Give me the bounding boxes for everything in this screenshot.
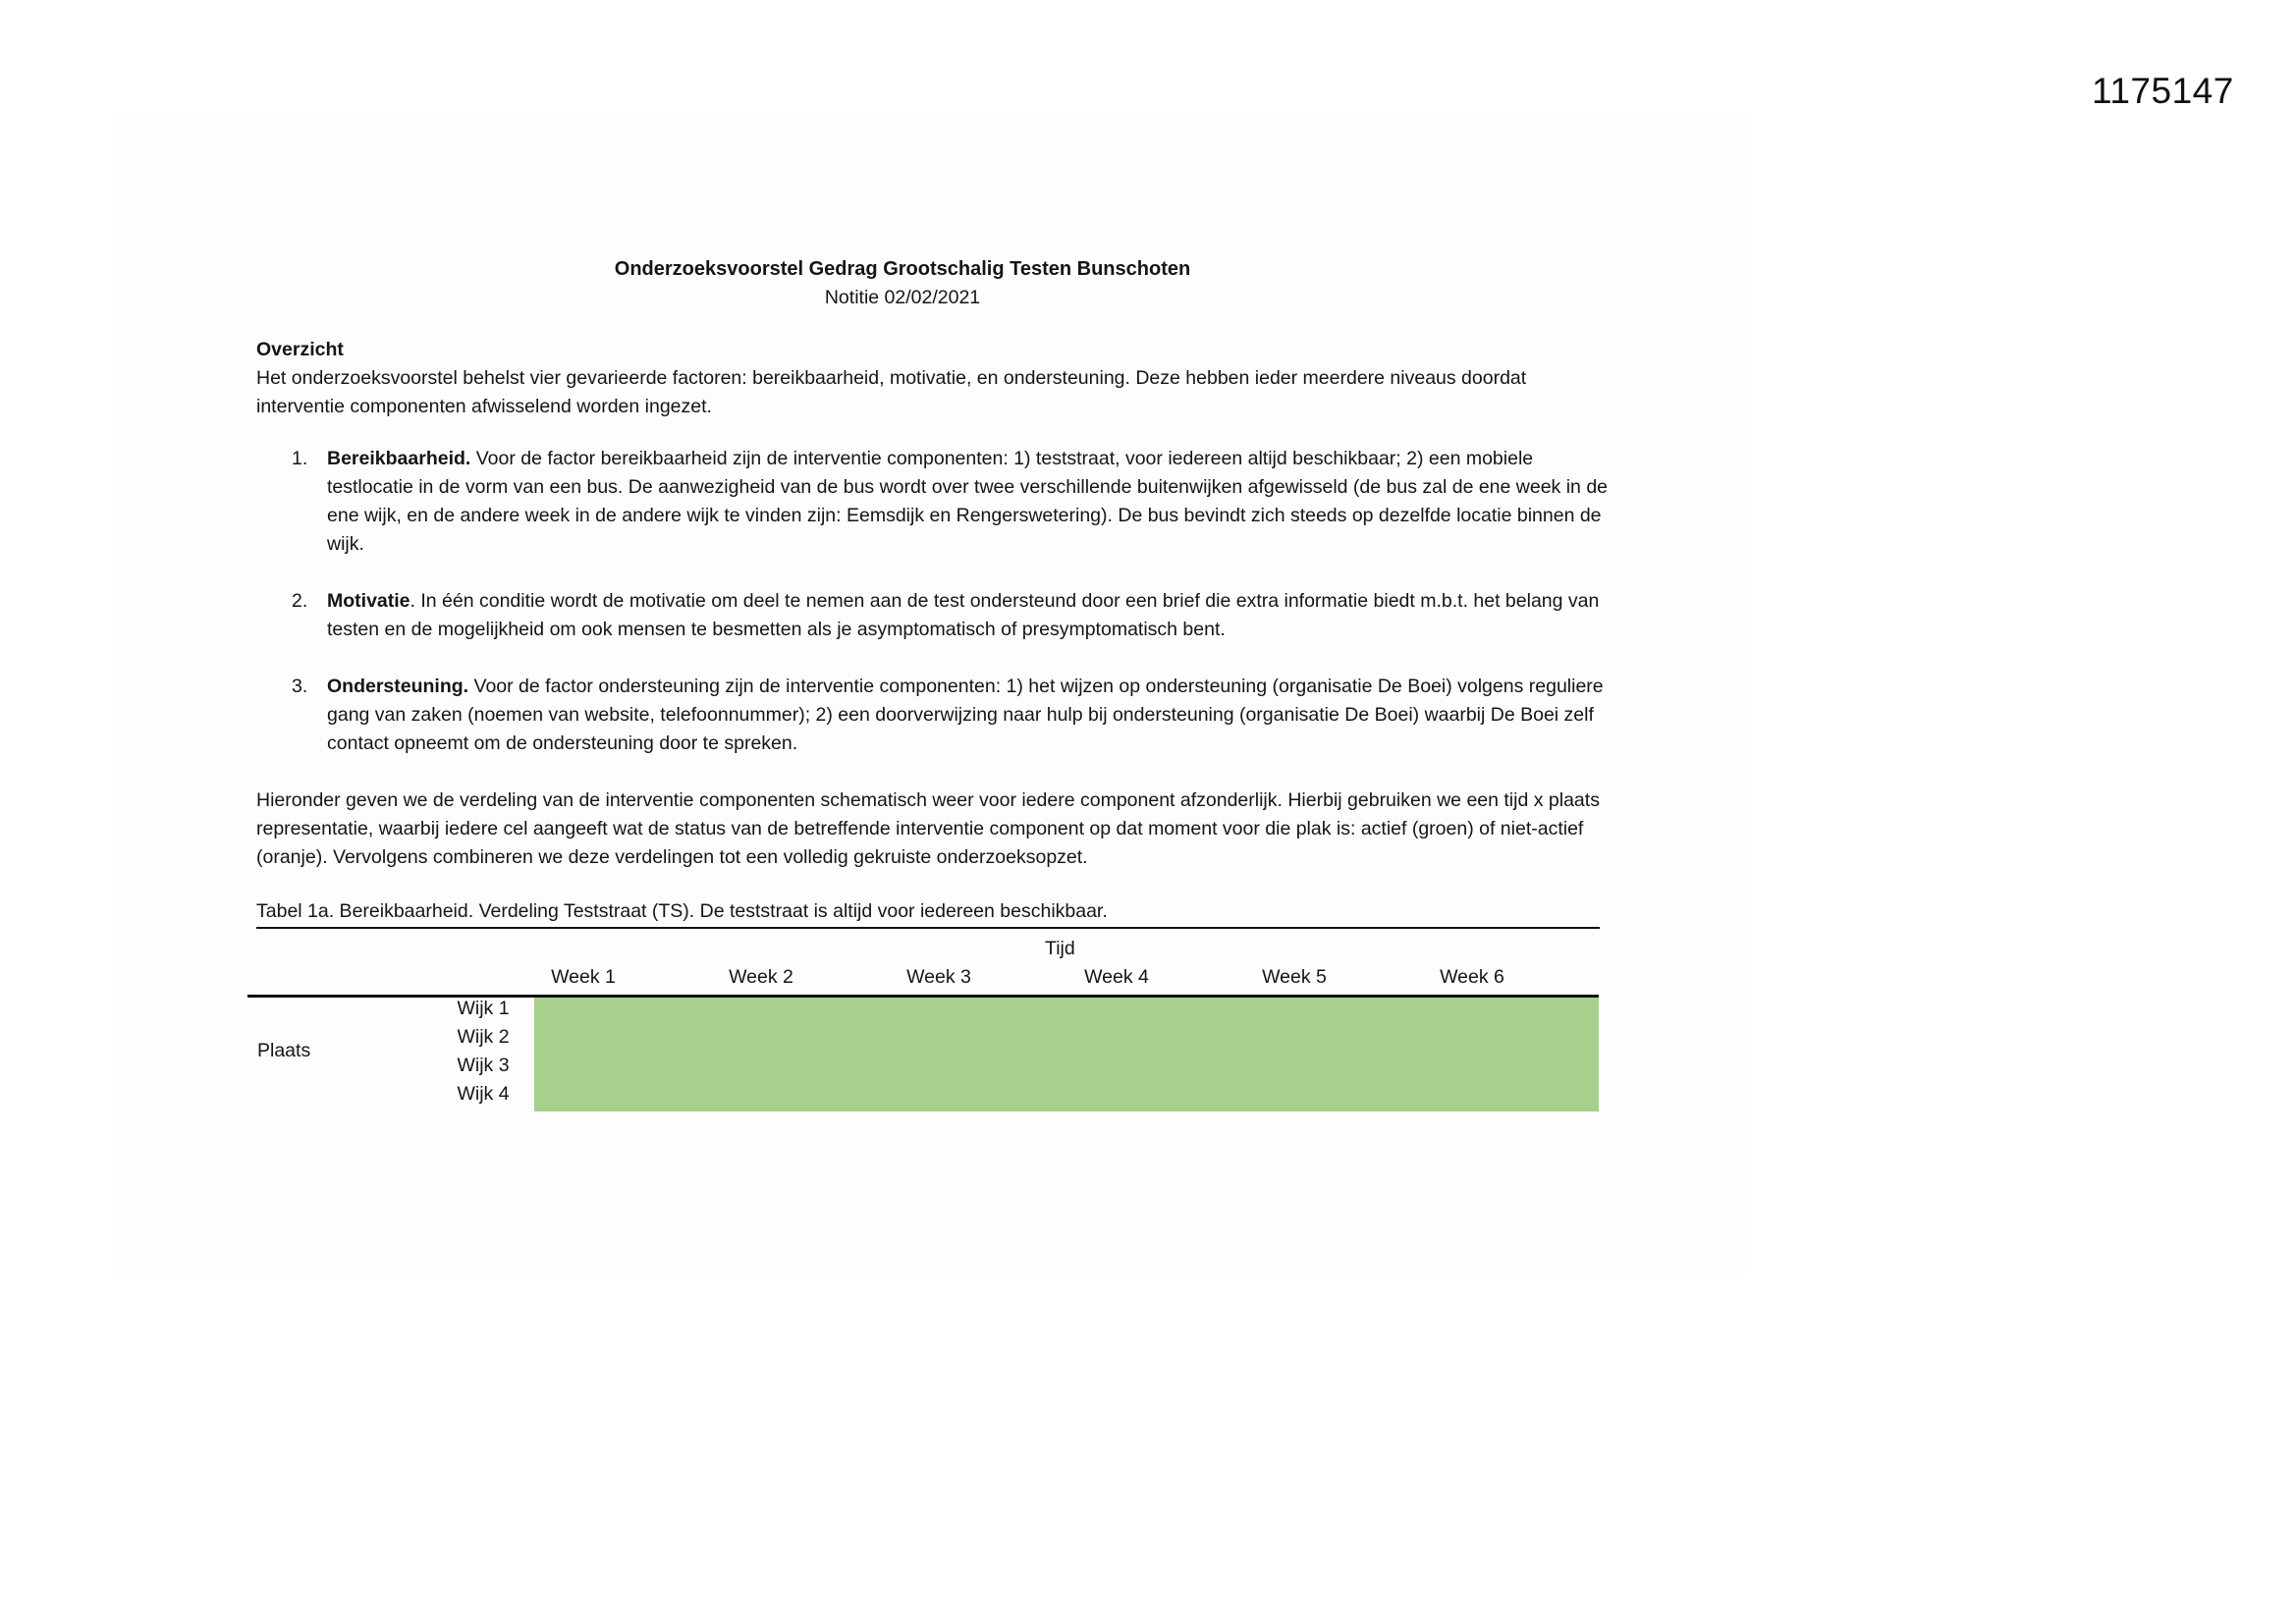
row-header: Wijk 4 — [457, 1083, 510, 1105]
factor-number: 2. — [292, 590, 308, 612]
factor-name: Bereikbaarheid. — [327, 448, 471, 469]
explanation-paragraph: Hieronder geven we de verdeling van de interventie componenten schematisch weer voor iedere component afzonderlijk. Hierbij gebruiken we een tijd x plaats representatie, waarbij iedere cel aangeeft wat de status van de betreffende interventie component op dat moment voor die plak is: actief (groen) of niet-actief (oranje). Vervolgens combineren we deze verdelingen tot een volledig gekruiste onderzoeksopzet. — [256, 789, 1600, 868]
document-body — [256, 255, 1612, 929]
row-header: Wijk 1 — [457, 998, 510, 1019]
table-body — [247, 998, 1599, 1111]
row-header: Wijk 2 — [457, 1026, 510, 1048]
column-header: Week 3 — [906, 966, 971, 988]
factor-text: Voor de factor ondersteuning zijn de interventie componenten: 1) het wijzen op ondersteuning (organisatie De Boei) volgens reguliere gang van zaken (noemen van website, telefoonnummer); 2) een doorverwijzing naar hulp bij ondersteuning (organisatie De Boei) waarbij De Boei zelf contact opneemt om de ondersteuning door te spreken. — [327, 676, 1604, 754]
factor-item-motivatie — [256, 587, 1612, 644]
schema-table — [247, 938, 1599, 1111]
document-subtitle: Notitie 02/02/2021 — [824, 287, 981, 308]
column-group-label: Tijd — [1045, 938, 1075, 959]
column-header-row — [247, 966, 1599, 998]
column-group-header — [247, 938, 1599, 966]
factor-list — [256, 445, 1612, 758]
column-header: Week 6 — [1440, 966, 1504, 988]
column-header: Week 1 — [551, 966, 616, 988]
overview-heading: Overzicht — [256, 339, 344, 360]
factor-name: Ondersteuning. — [327, 676, 469, 697]
overview-intro: Het onderzoeksvoorstel behelst vier gevarieerde factoren: bereikbaarheid, motivatie, en ondersteuning. Deze hebben ieder meerdere niveaus doordat interventie componenten afwisselend worden ingezet. — [256, 367, 1527, 417]
factor-name: Motivatie — [327, 590, 410, 612]
factor-number: 1. — [292, 448, 308, 469]
table-caption: Tabel 1a. Bereikbaarheid. Verdeling Teststraat (TS). De teststraat is altijd voor iedereen beschikbaar. — [256, 897, 1600, 929]
factor-item-bereikbaarheid — [256, 445, 1612, 559]
active-cells-block — [534, 998, 1599, 1111]
title-block — [225, 255, 1580, 312]
factor-text: . In één conditie wordt de motivatie om deel te nemen aan de test ondersteund door een brief die extra informatie biedt m.b.t. het belang van testen en de mogelijkheid om ook mensen te besmetten als je asymptomatisch of presymptomatisch bent. — [327, 590, 1600, 640]
factor-item-ondersteuning — [256, 673, 1612, 758]
column-header: Week 2 — [729, 966, 793, 988]
factor-text: Voor de factor bereikbaarheid zijn de interventie componenten: 1) teststraat, voor iedereen altijd beschikbaar; 2) een mobiele testlocatie in de vorm van een bus. De aanwezigheid van de bus wordt over twee verschillende buitenwijken afgewisseld (de bus zal de ene week in de ene wijk, en de andere week in de andere wijk te vinden zijn: Eemsdijk en Rengerswetering). De bus bevindt zich steeds op dezelfde locatie binnen de wijk. — [327, 448, 1609, 555]
row-group-label: Plaats — [257, 1040, 311, 1061]
column-header: Week 5 — [1262, 966, 1327, 988]
document-title: Onderzoeksvoorstel Gedrag Grootschalig Testen Bunschoten — [614, 258, 1191, 280]
factor-number: 3. — [292, 676, 308, 697]
column-header: Week 4 — [1084, 966, 1149, 988]
row-header: Wijk 3 — [457, 1055, 510, 1076]
document-id: 1175147 — [2092, 71, 2234, 111]
